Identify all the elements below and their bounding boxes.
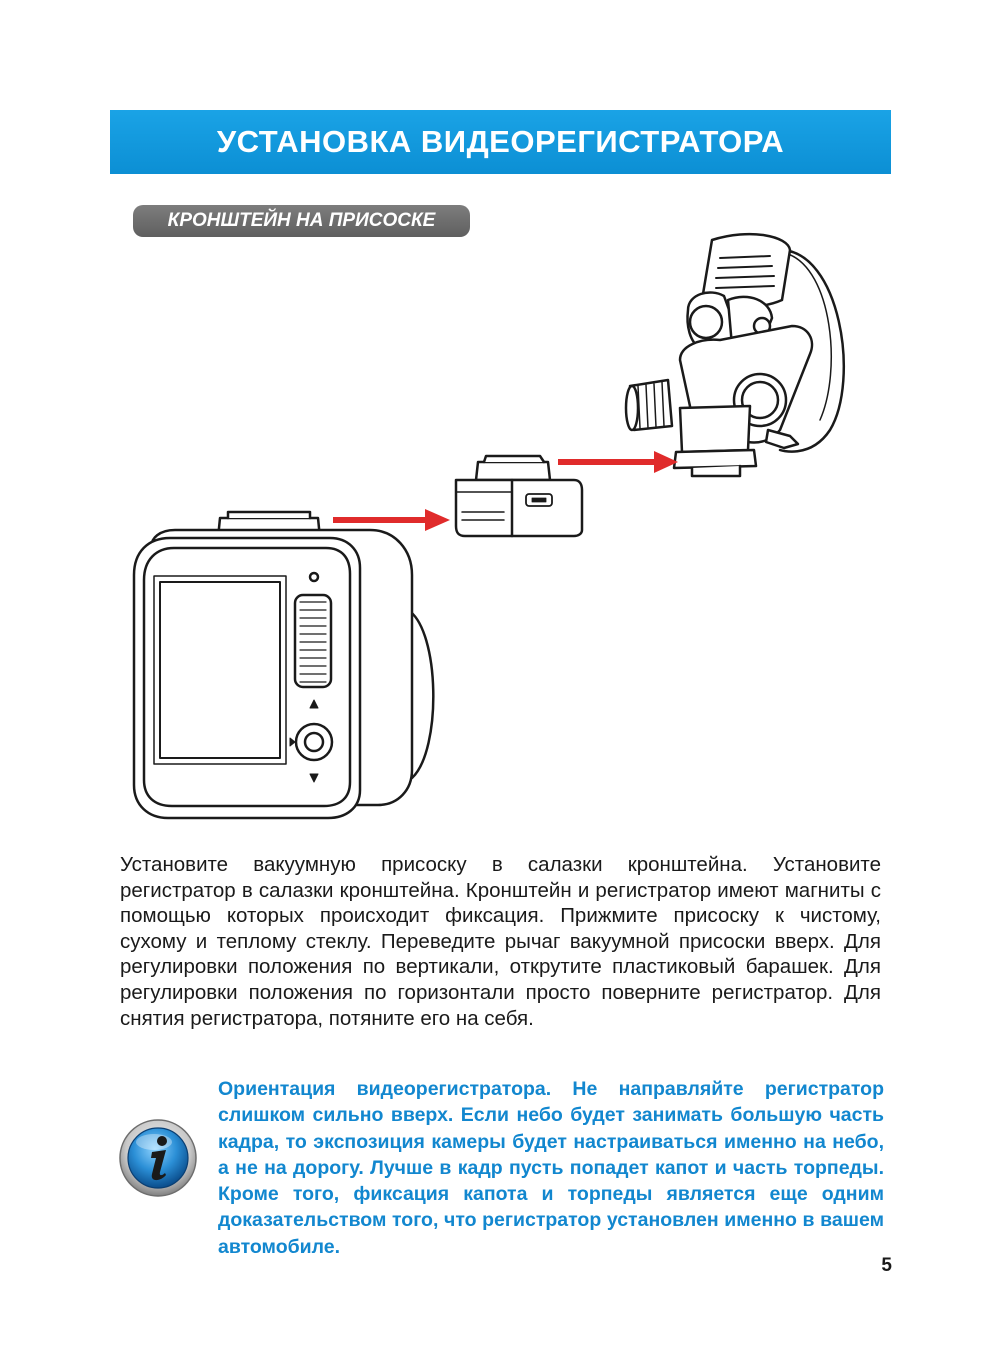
suction-cup-bracket-drawing (626, 234, 844, 476)
header-bar (110, 110, 891, 174)
section-tab-label: КРОНШТЕЙН НА ПРИСОСКЕ (167, 210, 436, 231)
magnetic-mount-drawing (456, 456, 582, 536)
page-title: УСТАНОВКА ВИДЕОРЕГИСТРАТОРА (216, 124, 785, 159)
installation-illustration (120, 230, 880, 830)
orientation-note: Ориентация видеорегистратора. Не направляйте регистратор слишком сильно вверх. Если небо будет занимать большую часть кадра, то экспозиция камеры будет настраиваться именно на небо, а не на дорогу. Лучше в кадр пусть попадет капот и часть торпеды. Кроме того, фиксация капота и торпеды является еще одним доказательством того, что регистратор установлен именно в вашем автомобиле. (218, 1078, 884, 1258)
instructions-paragraph: Установите вакуумную присоску в салазки кронштейна. Установите регистратор в салазки кронштейна. Кронштейн и регистратор имеют магниты с помощью которых происходит фиксация. Прижмите присоску к чистому, сухому и теплому стеклу. Переведите рычаг вакуумной присоски вверх. Для регулировки положения по вертикали, открутите пластиковый барашек. Для регулировки положения по горизонтали просто поверните регистратор. Для снятия регистратора, потяните его на себя. (120, 853, 881, 1030)
page-number: 5 (881, 1255, 892, 1276)
info-icon (118, 1118, 198, 1198)
dashcam-drawing (134, 512, 433, 818)
